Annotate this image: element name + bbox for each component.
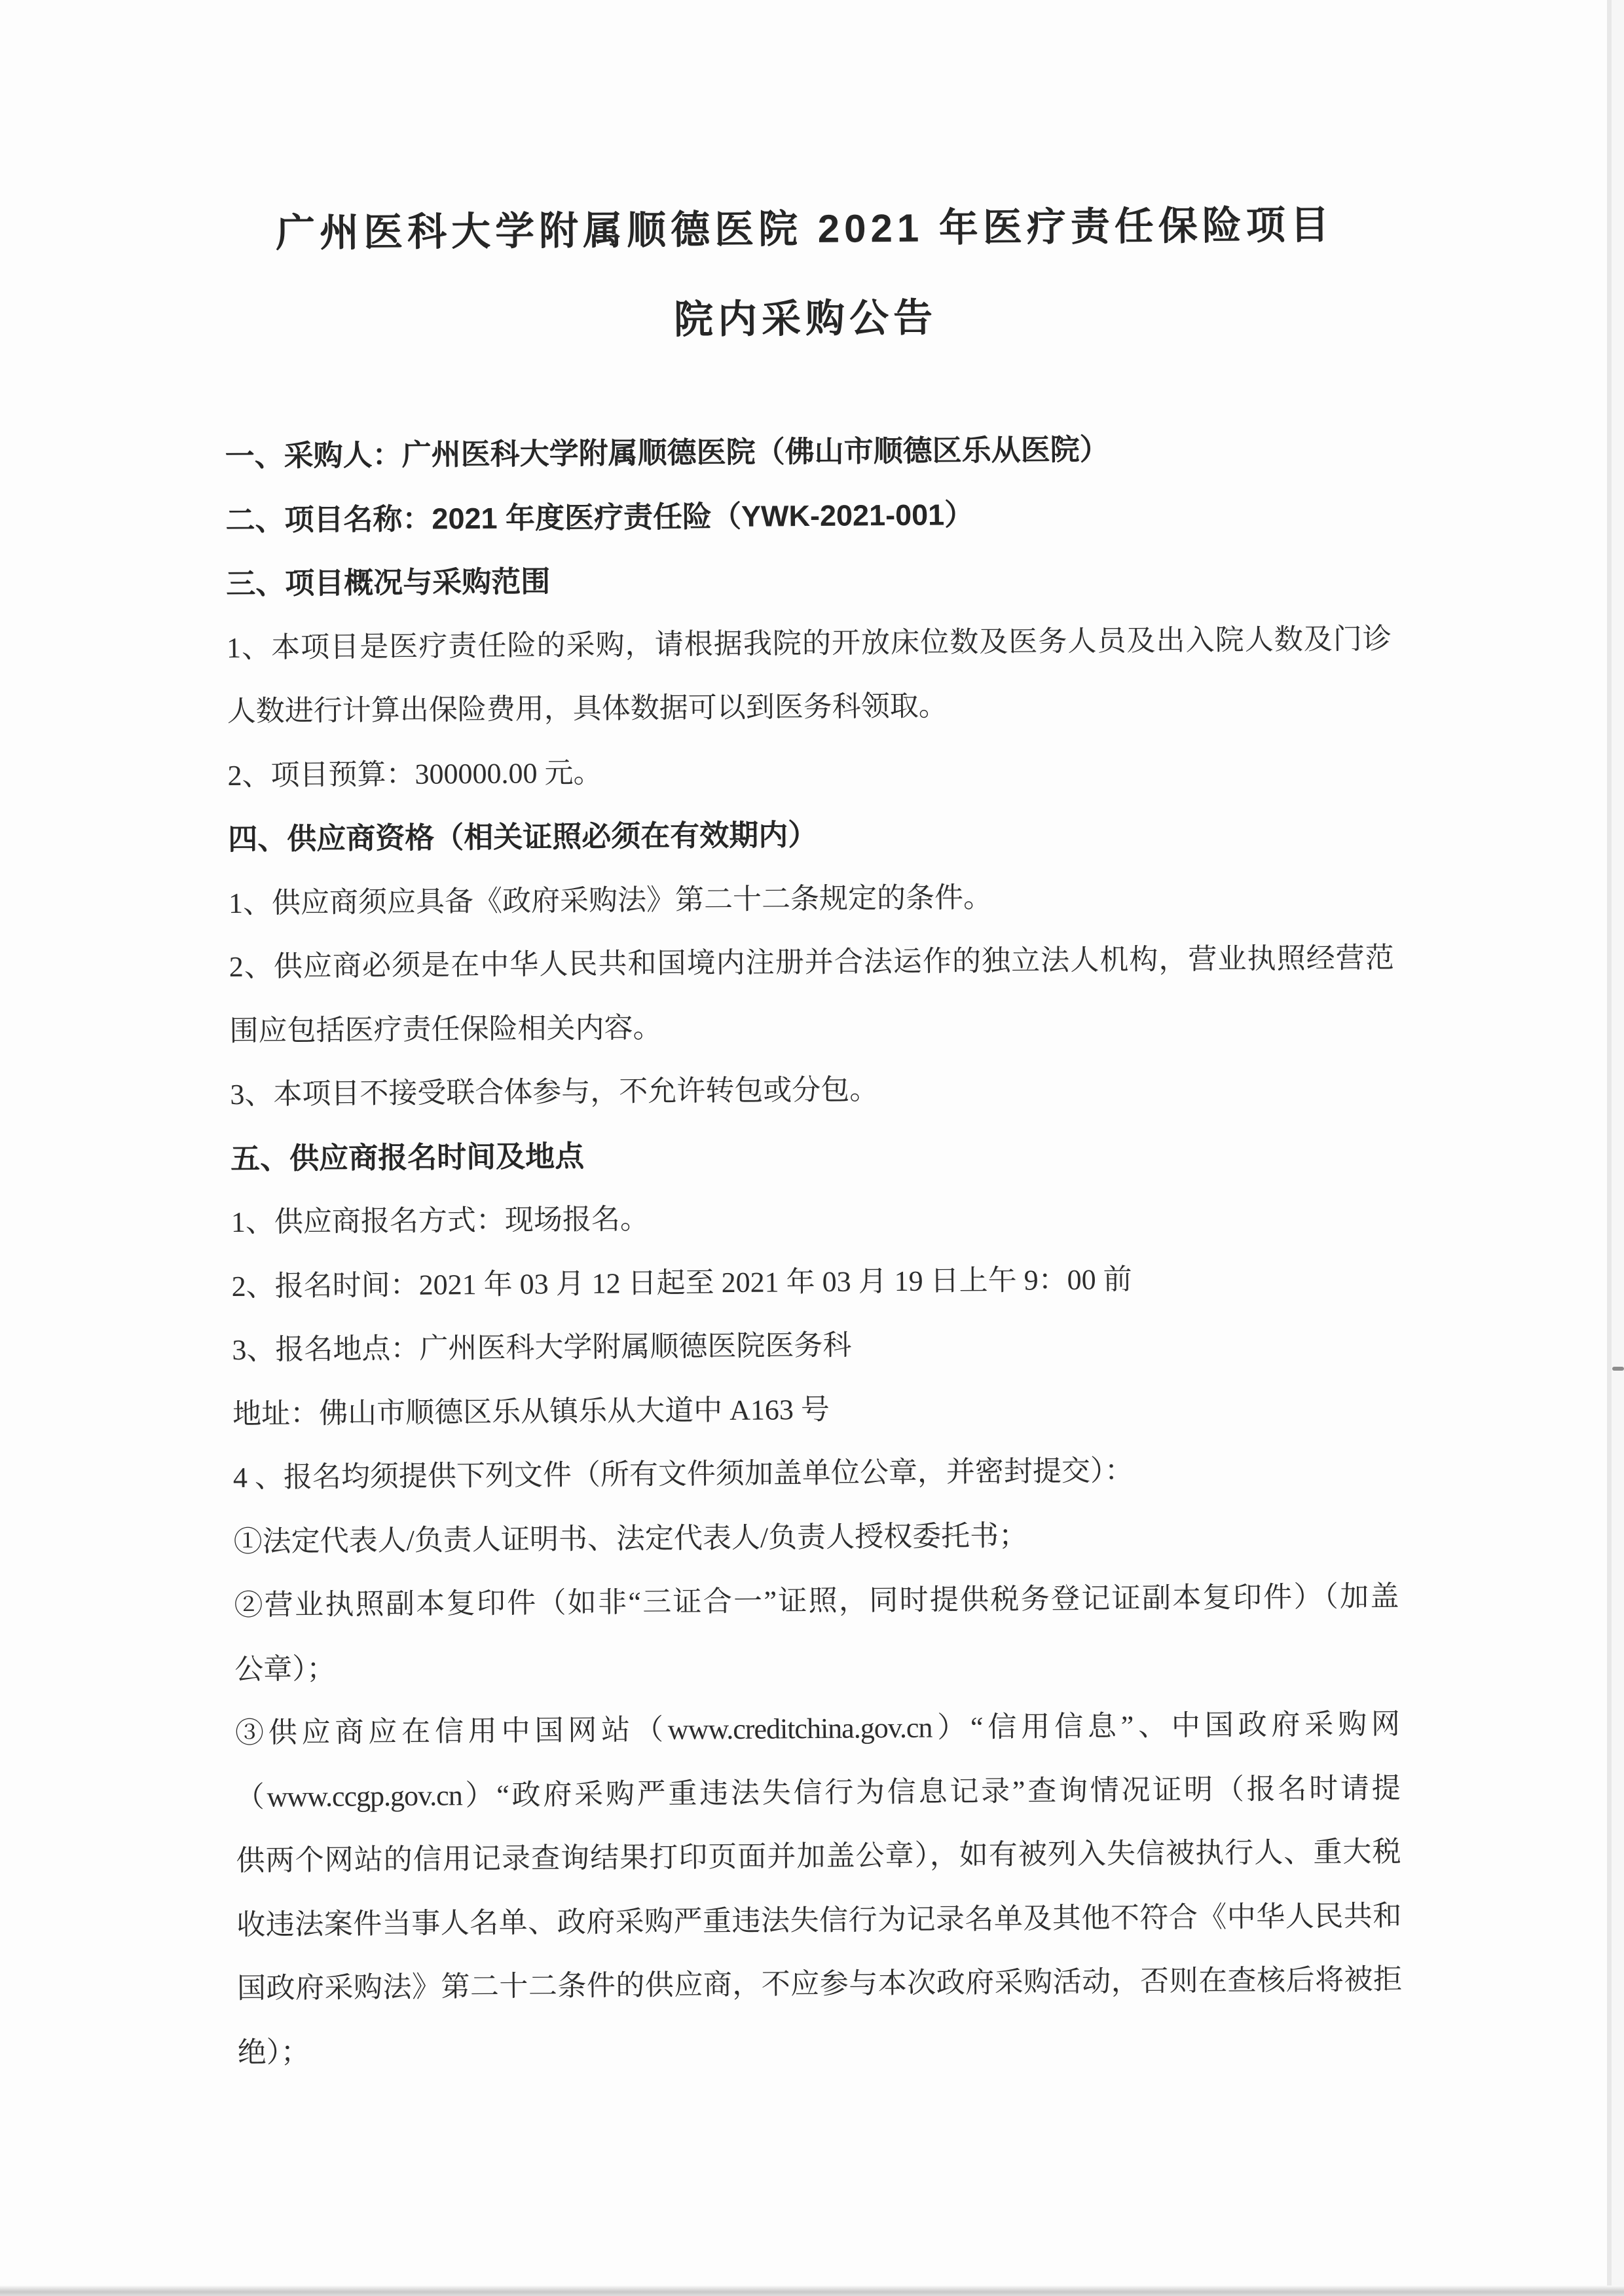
doc-text-line: 1、供应商须应具备《政府采购法》第二十二条规定的条件。 [228,881,993,919]
doc-text-line: 公章）； [234,1652,336,1686]
doc-text-line: ②营业执照副本复印件（如非“三证合一”证照，同时提供税务登记证副本复印件）（加盖 [234,1580,1399,1621]
doc-text-line: 2、项目预算：300000.00 元。 [227,756,602,792]
scan-edge-strip [1612,0,1624,2296]
section-heading-line: 三、项目概况与采购范围 [226,565,551,601]
doc-text-line: 3、报名地点：广州医科大学附属顺德医院医务科 [232,1329,852,1366]
doc-text-line: 绝）； [237,2035,310,2069]
document-title [0,177,1618,369]
section-heading-line: 一、采购人：广州医科大学附属顺德医院（佛山市顺德区乐从医院） [225,432,1109,473]
section-heading-line: 二、项目名称：2021 年度医疗责任险（YWK-2021-001） [225,497,974,537]
doc-text-line: 收违法案件当事人名单、政府采购严重违法失信行为记录名单及其他不符合《中华人民共和 [236,1899,1401,1941]
scan-edge-line [1607,0,1612,2296]
section-heading-line: 五、供应商报名时间及地点 [230,1139,585,1176]
doc-text-line: 2、供应商必须是在中华人民共和国境内注册并合法运作的独立法人机构，营业执照经营范 [229,942,1393,983]
doc-text-line: 地址：佛山市顺德区乐从镇乐从大道中 A163 号 [232,1393,830,1430]
doc-text-line: ③供应商应在信用中国网站（www.creditchina.gov.cn）“信用信息”、中国政府采购网 [234,1707,1400,1749]
scan-bottom-edge [0,2286,1624,2296]
doc-text-line: 国政府采购法》第二十二条件的供应商，不应参与本次政府采购活动，否则在查核后将被拒 [236,1963,1402,2005]
doc-text-line: （www.ccgp.gov.cn）“政府采购严重违法失信行为信息记录”查询情况证明（报名时请提 [235,1771,1400,1813]
doc-text-line: ①法定代表人/负责人证明书、法定代表人/负责人授权委托书； [233,1519,1028,1558]
doc-text-line: 3、本项目不接受联合体参与，不允许转包或分包。 [230,1073,879,1111]
doc-text-line: 供两个网站的信用记录查询结果打印页面并加盖公章），如有被列入失信被执行人、重大税 [236,1835,1401,1877]
title-line: 院内采购公告 [673,295,938,342]
document-body [225,415,1402,2084]
doc-text-line: 人数进行计算出保险费用，具体数据可以到医务科领取。 [227,690,948,728]
doc-text-line: 4 、报名均须提供下列文件（所有文件须加盖单位公章，并密封提交）： [232,1454,1134,1494]
doc-text-line: 2、报名时间：2021 年 03 月 12 日起至 2021 年 03 月 19 日上午 9：00 前 [231,1263,1132,1303]
scan-dash-artifact [1612,1367,1624,1371]
section-heading-line: 四、供应商资格（相关证照必须在有效期内） [228,817,818,856]
title-line: 广州医科大学附属顺德医院 2021 年医疗责任保险项目 [275,202,1335,255]
doc-text-line: 1、供应商报名方式：现场报名。 [231,1202,650,1238]
doc-text-line: 围应包括医疗责任保险相关内容。 [229,1011,662,1047]
doc-text-line: 1、本项目是医疗责任险的采购，请根据我院的开放床位数及医务人员及出入院人数及门诊 [226,622,1392,664]
